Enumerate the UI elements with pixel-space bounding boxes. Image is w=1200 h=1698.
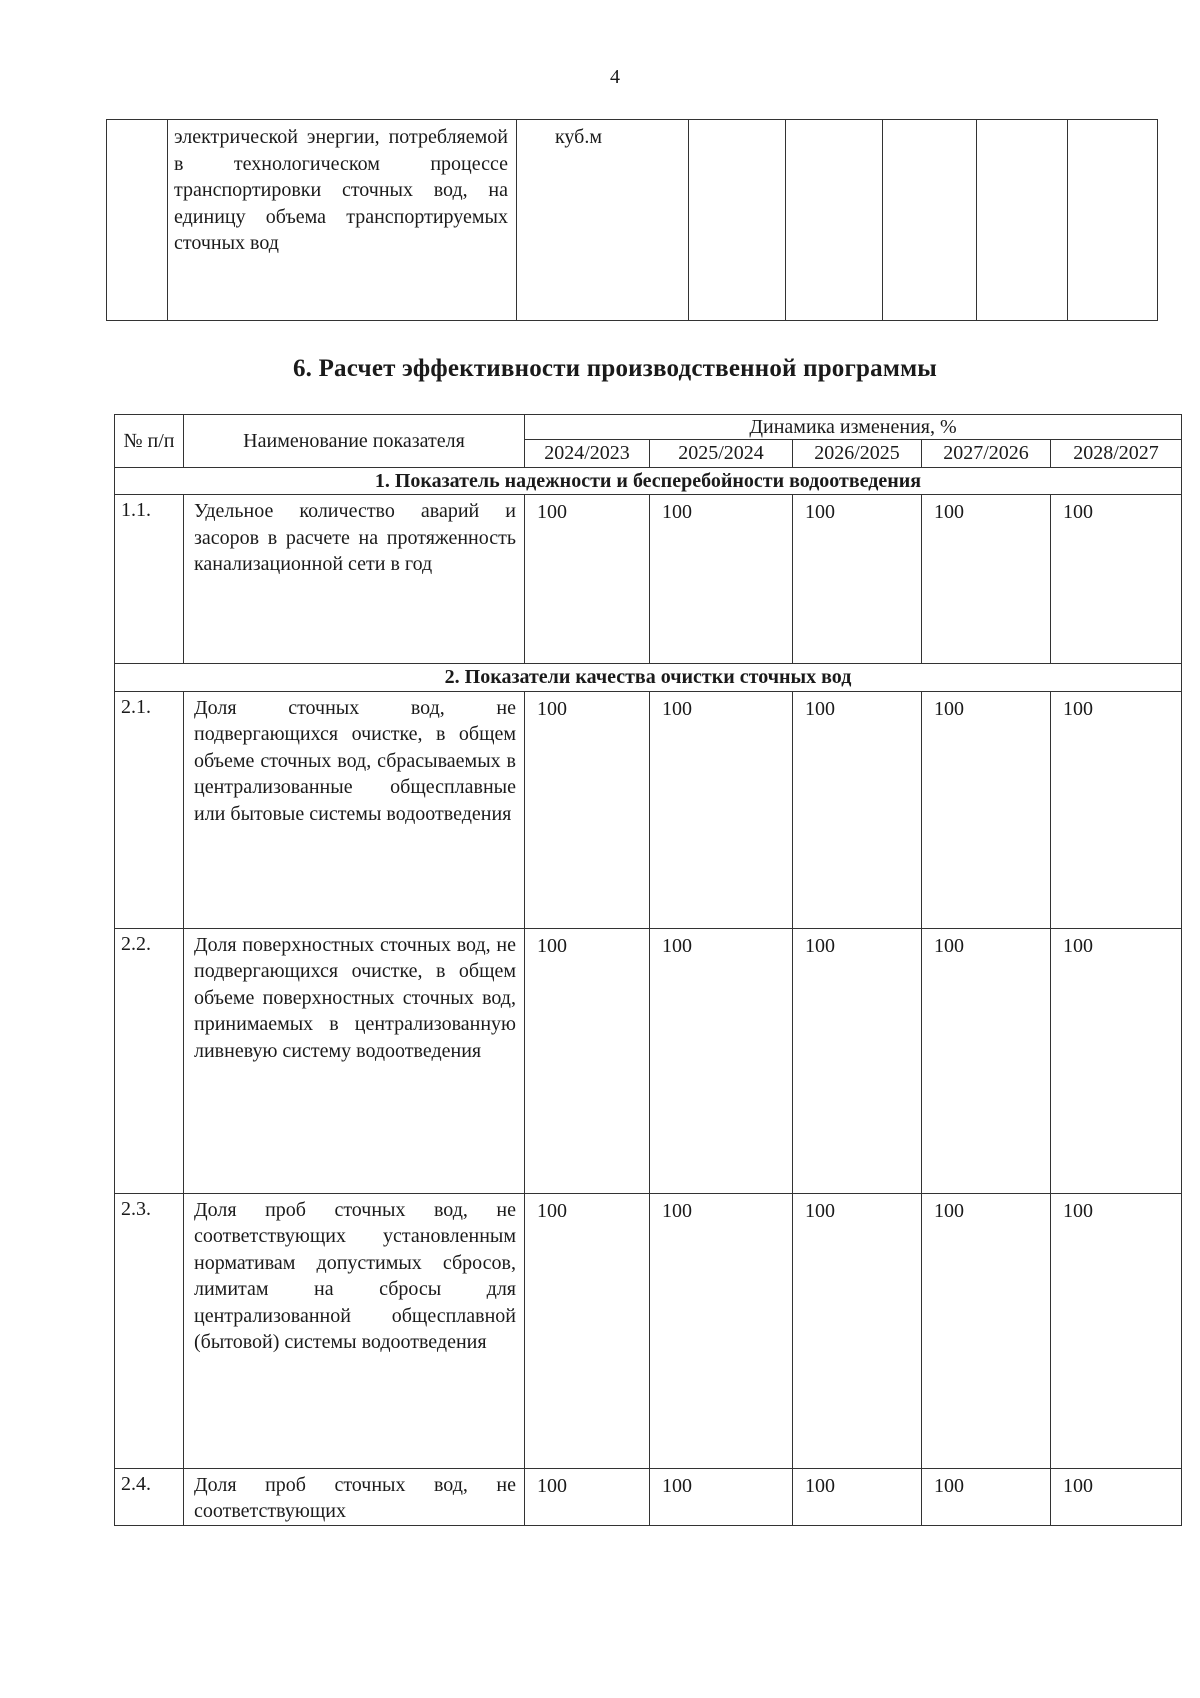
table-row xyxy=(115,1468,1182,1525)
header-year: 2025/2024 xyxy=(650,440,793,468)
table-cell xyxy=(1068,120,1158,321)
table-cell xyxy=(107,120,168,321)
row-number: 2.4. xyxy=(115,1468,184,1525)
header-year: 2026/2025 xyxy=(793,440,922,468)
unit-cell: куб.м xyxy=(517,120,689,321)
indicator-name: Доля поверхностных сточных вод, не подвергающихся очистке, в общем объеме поверхностных сточных вод, принимаемых в централизованную ливневую систему водоотведения xyxy=(184,928,525,1193)
value-cell: 100 xyxy=(793,1468,922,1525)
value-cell: 100 xyxy=(650,1468,793,1525)
indicator-name: Удельное количество аварий и засоров в расчете на протяженность канализационной сети в год xyxy=(184,495,525,664)
value-cell: 100 xyxy=(922,495,1051,664)
section-title: 6. Расчет эффективности производственной программы xyxy=(292,355,938,382)
value-cell: 100 xyxy=(793,495,922,664)
table-row xyxy=(107,120,1158,321)
value-cell: 100 xyxy=(1051,928,1182,1193)
row-number: 2.2. xyxy=(115,928,184,1193)
indicator-name-cell: электрической энергии, потребляемой в технологическом процессе транспортировки сточных вод, на единицу объема транспортируемых сточных вод xyxy=(168,120,517,321)
value-cell: 100 xyxy=(1051,495,1182,664)
row-number: 2.3. xyxy=(115,1193,184,1468)
table-row xyxy=(115,495,1182,664)
value-cell: 100 xyxy=(922,1193,1051,1468)
header-year: 2024/2023 xyxy=(525,440,650,468)
indicator-name: Доля сточных вод, не подвергающихся очистке, в общем объеме сточных вод, сбрасываемых в централизованные общесплавные или бытовые системы водоотведения xyxy=(184,691,525,928)
value-cell: 100 xyxy=(525,928,650,1193)
value-cell: 100 xyxy=(793,1193,922,1468)
value-cell: 100 xyxy=(922,1468,1051,1525)
value-cell: 100 xyxy=(793,691,922,928)
value-cell: 100 xyxy=(793,928,922,1193)
header-name: Наименование показателя xyxy=(184,415,525,468)
table-row xyxy=(115,1193,1182,1468)
header-year: 2028/2027 xyxy=(1051,440,1182,468)
row-number: 2.1. xyxy=(115,691,184,928)
value-cell: 100 xyxy=(525,1468,650,1525)
header-year: 2027/2026 xyxy=(922,440,1051,468)
section-row xyxy=(115,467,1182,495)
value-cell: 100 xyxy=(650,1193,793,1468)
value-cell: 100 xyxy=(650,495,793,664)
value-cell: 100 xyxy=(525,1193,650,1468)
table-cell xyxy=(883,120,977,321)
value-cell: 100 xyxy=(650,928,793,1193)
table-cell xyxy=(786,120,883,321)
value-cell: 100 xyxy=(1051,1468,1182,1525)
section-row xyxy=(115,664,1182,692)
value-cell: 100 xyxy=(525,495,650,664)
section-header: 1. Показатель надежности и бесперебойности водоотведения xyxy=(115,467,1182,495)
indicator-name: Доля проб сточных вод, не соответствующих установленным нормативам допустимых сбросов, лимитам на сбросы для централизованной общесплавной (бытовой) системы водоотведения xyxy=(184,1193,525,1468)
header-dynamics: Динамика изменения, % xyxy=(525,415,1182,440)
header-num: № п/п xyxy=(115,415,184,468)
efficiency-table xyxy=(114,414,1182,1526)
continuation-table xyxy=(106,119,1158,321)
row-number: 1.1. xyxy=(115,495,184,664)
table-cell xyxy=(689,120,786,321)
section-header: 2. Показатели качества очистки сточных вод xyxy=(115,664,1182,692)
indicator-name: Доля проб сточных вод, не соответствующих xyxy=(184,1468,525,1525)
table-row xyxy=(115,691,1182,928)
page-number: 4 xyxy=(610,66,620,88)
value-cell: 100 xyxy=(650,691,793,928)
header-row xyxy=(115,415,1182,440)
table-cell xyxy=(977,120,1068,321)
value-cell: 100 xyxy=(525,691,650,928)
table-row xyxy=(115,928,1182,1193)
value-cell: 100 xyxy=(1051,691,1182,928)
value-cell: 100 xyxy=(922,928,1051,1193)
value-cell: 100 xyxy=(1051,1193,1182,1468)
value-cell: 100 xyxy=(922,691,1051,928)
